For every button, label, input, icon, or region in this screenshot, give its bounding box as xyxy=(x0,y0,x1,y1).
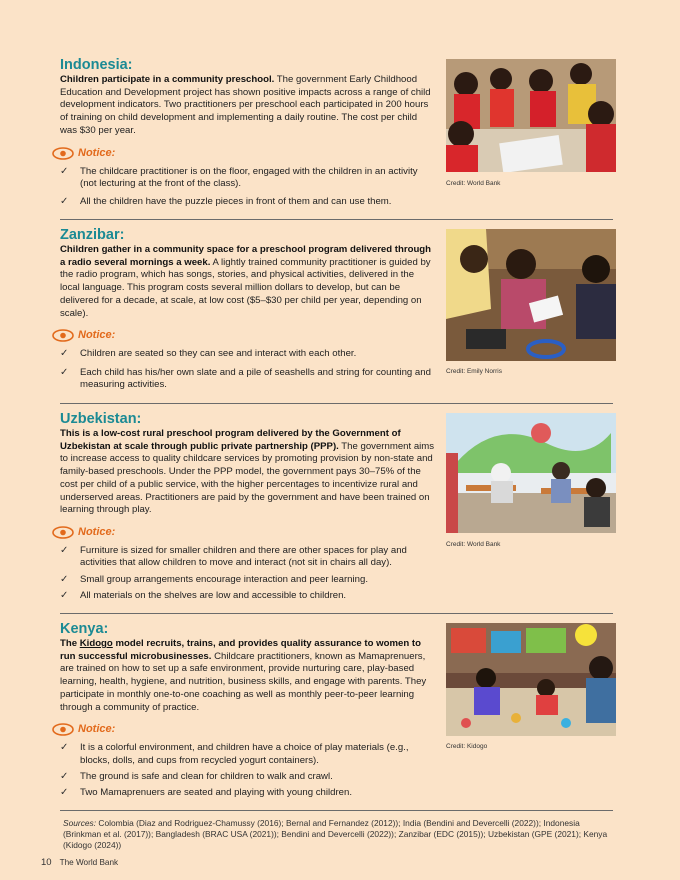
section-paragraph xyxy=(60,74,435,138)
notice-list xyxy=(60,348,435,391)
page-footer xyxy=(41,857,118,868)
notice-heading: Notice: xyxy=(52,723,435,736)
section-paragraph xyxy=(60,244,435,320)
notice-list xyxy=(60,166,435,209)
eye-icon xyxy=(52,147,74,160)
country-heading: Zanzibar: xyxy=(60,227,125,243)
section-divider xyxy=(60,613,613,614)
notice-item: ✓ The ground is safe and clean for children to walk and crawl. xyxy=(60,771,333,783)
notice-item: ✓ It is a colorful environment, and children have a choice of play materials (e.g., blocks, dolls, and cups from recycled yogurt containers). xyxy=(60,742,409,766)
section-paragraph xyxy=(60,638,435,714)
section-paragraph xyxy=(60,428,435,517)
photo-kenya xyxy=(446,623,616,736)
body-text: The government aims to increase access to quality childcare services by promoting provision by non-state and family-based preschools. Under the PPP model, the government pays 30–75% of the cost per child of a public service, with the higher percentages to incentivize rural and underserved areas. Practitioners are paid by the government and have been trained on learning through play. xyxy=(60,440,435,516)
check-icon: ✓ xyxy=(60,787,69,799)
eye-icon xyxy=(52,329,74,342)
check-icon: ✓ xyxy=(60,366,69,378)
notice-item: ✓ The childcare practitioner is on the floor, engaged with the children in an activity (not lecturing at the front of the class). xyxy=(60,165,418,189)
eye-icon xyxy=(52,723,74,736)
check-icon: ✓ xyxy=(60,590,69,602)
section-divider xyxy=(60,403,613,404)
eye-icon xyxy=(52,526,74,539)
lead-sentence: This is a low-cost rural preschool program delivered by the Government of Uzbekistan at scale through public private partnership (PPP). xyxy=(60,428,401,452)
check-icon: ✓ xyxy=(60,742,69,754)
photo-credit: Credit: Emily Norris xyxy=(446,368,502,375)
publisher-name: The World Bank xyxy=(59,858,119,867)
lead-sentence: Children gather in a community space for a preschool program delivered through a radio several mornings a week. xyxy=(60,244,432,268)
notice-item: ✓ All the children have the puzzle pieces in front of them and can use them. xyxy=(60,196,392,208)
photo-indonesia xyxy=(446,59,616,172)
sources-label: Sources: xyxy=(63,818,97,828)
notice-heading: Notice: xyxy=(52,147,435,160)
notice-item: ✓ Each child has his/her own slate and a pile of seashells and string for counting and measuring activities. xyxy=(60,366,431,391)
sources-note: Sources: Colombia (Diaz and Rodriguez-Chamussy (2016); Bernal and Fernandez (2012)); India (Bendini and Devercelli (2022)); Indonesia (Brinkman et al. (2017)); Bangladesh (BRAC USA (2021)); Bendini and Devercelli (2022)); Zanzibar (EDC (2015)); Uzbekistan (GPE (2021); Kenya (Kidogo (2024)) xyxy=(63,818,608,850)
photo-credit: Credit: Kidogo xyxy=(446,743,488,750)
notice-item: ✓ Children are seated so they can see and interact with each other. xyxy=(60,348,357,360)
notice-item: ✓ Two Mamaprenuers are seated and playing with young children. xyxy=(60,787,352,799)
body-text: Childcare practitioners, known as Mamaprenuers, are trained on how to set up a safe environment, provide nurturing care, play-based learning, health, hygiene, and nutrition, business skills, and engage with parents. They participate in monthly one-to-one coaching as well as monthly peer-to-peer learning through a community of practice. xyxy=(60,650,427,713)
notice-item: ✓ All materials on the shelves are low and accessible to children. xyxy=(60,590,347,602)
notice-heading: Notice: xyxy=(52,329,435,342)
body-text: A lightly trained community practitioner is guided by the radio program, which has songs, stories, and physical activities, delivered in the local language. This program costs several million dollars to develop, but can be delivered for a decade, at scale, at low cost ($5–$30 per child per year, depending on scale). xyxy=(60,256,431,319)
check-icon: ✓ xyxy=(60,573,69,585)
check-icon: ✓ xyxy=(60,165,69,177)
lead-sentence: The Kidogo model recruits, trains, and provides quality assurance to women to run successful microbusinesses. xyxy=(60,638,421,662)
check-icon: ✓ xyxy=(60,348,69,360)
notice-list xyxy=(60,545,435,603)
country-heading: Indonesia: xyxy=(60,57,133,73)
check-icon: ✓ xyxy=(60,771,69,783)
section-divider xyxy=(60,219,613,220)
photo-credit: Credit: World Bank xyxy=(446,541,501,548)
country-heading: Uzbekistan: xyxy=(60,411,142,427)
page-number: 10 xyxy=(41,857,52,868)
notice-item: ✓ Furniture is sized for smaller children and there are other spaces for play and activities that allow children to move and interact (not sit in chairs all day). xyxy=(60,544,407,569)
country-heading: Kenya: xyxy=(60,621,109,637)
notice-heading: Notice: xyxy=(52,526,435,539)
kidogo-link[interactable]: Kidogo xyxy=(79,638,113,649)
lead-sentence: Children participate in a community preschool. xyxy=(60,74,275,85)
check-icon: ✓ xyxy=(60,196,69,208)
sources-divider xyxy=(60,810,613,811)
photo-zanzibar xyxy=(446,229,616,361)
photo-credit: Credit: World Bank xyxy=(446,180,501,187)
body-text: The government Early Childhood Education and Development project has shown positive impacts across a range of child development indicators. Two practitioners per preschool each participated in 200 hours of training on child development and implementing a daily routine. The cost per child was $30 per year. xyxy=(60,74,431,136)
photo-uzbekistan xyxy=(446,413,616,533)
notice-list xyxy=(60,742,435,800)
check-icon: ✓ xyxy=(60,544,69,556)
notice-item: ✓ Small group arrangements encourage interaction and peer learning. xyxy=(60,573,368,585)
